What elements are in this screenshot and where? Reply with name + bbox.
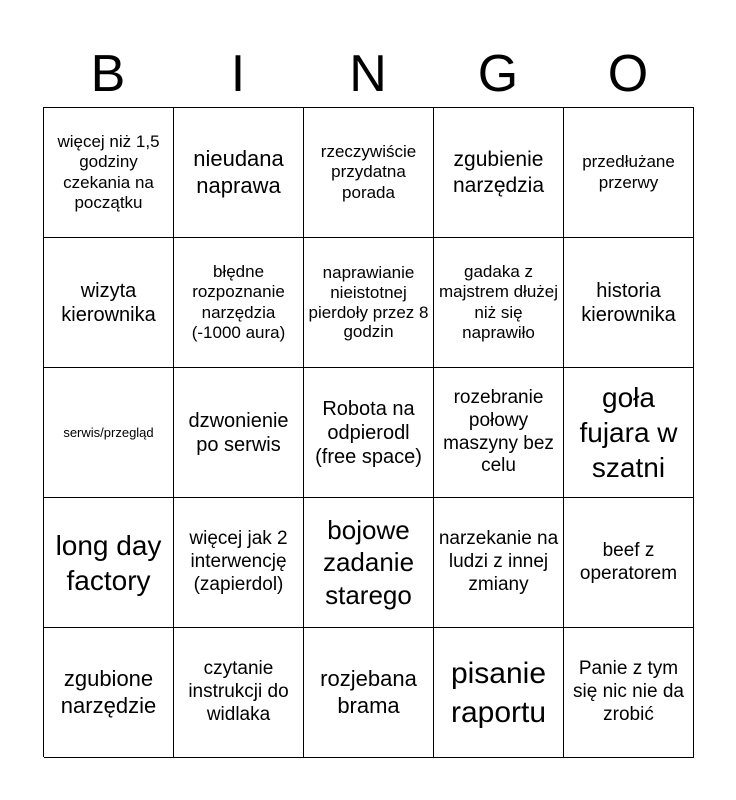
bingo-cell[interactable]: bojowe zadanie starego bbox=[304, 498, 434, 628]
bingo-cell[interactable]: historia kierownika bbox=[564, 238, 694, 368]
bingo-board bbox=[43, 107, 694, 757]
header-letter-n: N bbox=[349, 45, 387, 103]
bingo-cell[interactable]: czytanie instrukcji do widlaka bbox=[174, 628, 304, 758]
bingo-cell[interactable]: rzeczywiście przydatna porada bbox=[304, 108, 434, 238]
bingo-cell[interactable]: wizyta kierownika bbox=[44, 238, 174, 368]
bingo-cell[interactable]: rozebranie połowy maszyny bez celu bbox=[434, 368, 564, 498]
bingo-cell[interactable]: Panie z tym się nic nie da zrobić bbox=[564, 628, 694, 758]
bingo-cell[interactable]: gadaka z majstrem dłużej niż się naprawiło bbox=[434, 238, 564, 368]
header-letter-b: B bbox=[90, 45, 126, 103]
bingo-cell[interactable]: serwis/przegląd bbox=[44, 368, 174, 498]
bingo-cell[interactable]: pisanie raportu bbox=[434, 628, 564, 758]
bingo-cell[interactable]: goła fujara w szatni bbox=[564, 368, 694, 498]
bingo-cell[interactable]: dzwonienie po serwis bbox=[174, 368, 304, 498]
bingo-cell[interactable]: przedłużane przerwy bbox=[564, 108, 694, 238]
bingo-cell[interactable]: naprawianie nieistotnej pierdoły przez 8 godzin bbox=[304, 238, 434, 368]
bingo-cell[interactable]: więcej jak 2 interwencję (zapierdol) bbox=[174, 498, 304, 628]
bingo-cell[interactable]: long day factory bbox=[44, 498, 174, 628]
bingo-cell[interactable]: zgubione narzędzie bbox=[44, 628, 174, 758]
bingo-cell[interactable]: beef z operatorem bbox=[564, 498, 694, 628]
bingo-cell[interactable]: zgubienie narzędzia bbox=[434, 108, 564, 238]
header-letter-o: O bbox=[607, 45, 649, 103]
bingo-cell[interactable]: Robota na odpierodl (free space) bbox=[304, 368, 434, 498]
header-letter-i: I bbox=[230, 45, 246, 103]
bingo-cell[interactable]: więcej niż 1,5 godziny czekania na początku bbox=[44, 108, 174, 238]
bingo-header bbox=[43, 40, 693, 108]
header-letter-g: G bbox=[477, 45, 519, 103]
bingo-cell[interactable]: błędne rozpoznanie narzędzia (-1000 aura) bbox=[174, 238, 304, 368]
bingo-cell[interactable]: rozjebana brama bbox=[304, 628, 434, 758]
bingo-cell[interactable]: narzekanie na ludzi z innej zmiany bbox=[434, 498, 564, 628]
bingo-cell[interactable]: nieudana naprawa bbox=[174, 108, 304, 238]
